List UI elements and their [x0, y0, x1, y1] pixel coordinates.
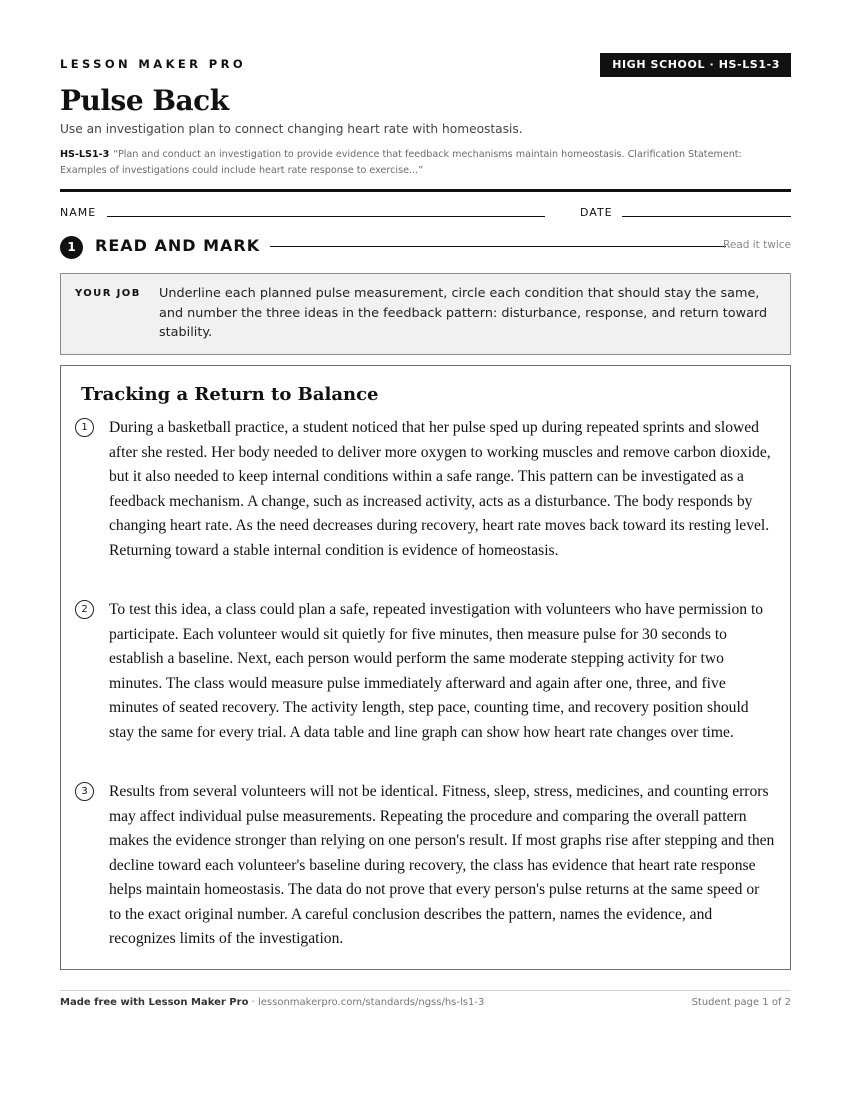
page-title: Pulse Back [60, 84, 229, 117]
paragraph-text: During a basketball practice, a student noticed that her pulse sped up during repeated sprints and slowed after she rested. Her body needed to deliver more oxygen to working muscles and remove carbon dioxide, but it also needed to keep internal conditions within a safe range. This pattern can be investigated as a feedback mechanism. A change, such as increased activity, acts as a disturbance. The body responds by changing heart rate. As the need decreases during recovery, heart rate moves back toward its resting level. Returning toward a stable internal condition is evidence of homeostasis. [109, 419, 771, 559]
name-field[interactable] [107, 216, 545, 217]
date-field[interactable] [622, 216, 791, 217]
section-note: Read it twice [723, 239, 791, 251]
footer-url: · lessonmakerpro.com/standards/ngss/hs-ls1-3 [248, 997, 485, 1008]
name-label: NAME [60, 206, 97, 219]
paragraph [75, 780, 775, 952]
section-divider [270, 246, 726, 247]
paragraph-number-icon: 1 [75, 418, 94, 437]
paragraph-number-icon: 2 [75, 600, 94, 619]
standard-statement [60, 147, 791, 178]
date-label: DATE [580, 206, 613, 219]
job-box [60, 273, 791, 355]
grade-standard-badge: HIGH SCHOOL · HS-LS1-3 [600, 53, 791, 77]
footer-made-with: Made free with Lesson Maker Pro [60, 997, 249, 1008]
page-indicator: Student page 1 of 2 [691, 997, 791, 1008]
footer-credit [60, 997, 484, 1008]
paragraph [75, 416, 775, 563]
job-label: YOUR JOB [75, 288, 141, 299]
paragraph-number-icon: 3 [75, 782, 94, 801]
reading-passage [60, 365, 791, 970]
paragraph-text: To test this idea, a class could plan a safe, repeated investigation with volunteers who have permission to participate. Each volunteer would sit quietly for five minutes, then measure pulse for 30 seconds to establish a baseline. Next, each person would perform the same moderate stepping activity for two minutes. The class would measure pulse immediately afterward and again after one, three, and five minutes of seated recovery. The activity length, step pace, counting time, and recovery position should stay the same for every trial. A data table and line graph can show how heart rate changes over time. [109, 601, 764, 741]
header-divider [60, 189, 791, 192]
job-instructions: Underline each planned pulse measurement, circle each condition that should stay the same, and number the three ideas in the feedback pattern: disturbance, response, and return toward stability. [159, 286, 768, 340]
paragraph [75, 598, 775, 745]
brand-name: LESSON MAKER PRO [60, 57, 247, 71]
footer-divider [60, 990, 791, 991]
section-heading: READ AND MARK [95, 236, 261, 255]
standard-code: HS-LS1-3 [60, 149, 110, 160]
section-header [60, 236, 791, 258]
section-number-icon: 1 [60, 236, 83, 259]
standard-text: “Plan and conduct an investigation to provide evidence that feedback mechanisms maintain homeostasis. Clarification Statement: Examples of investigations could include heart rate response to exercise...” [60, 149, 742, 176]
paragraph-text: Results from several volunteers will not be identical. Fitness, sleep, stress, medicines, and counting errors may affect individual pulse measurements. Repeating the procedure and comparing the overall pattern makes the evidence stronger than relying on one person's result. If most graphs rise after stepping and then decline toward each volunteer's baseline during recovery, the class has evidence that heart rate response helps maintain homeostasis. The data do not prove that every person's pulse returns at the same speed or to the exact original number. A careful conclusion describes the pattern, names the evidence, and recognizes limits of the investigation. [109, 783, 775, 947]
reading-title: Tracking a Return to Balance [81, 384, 379, 405]
page-subtitle: Use an investigation plan to connect changing heart rate with homeostasis. [60, 122, 523, 136]
